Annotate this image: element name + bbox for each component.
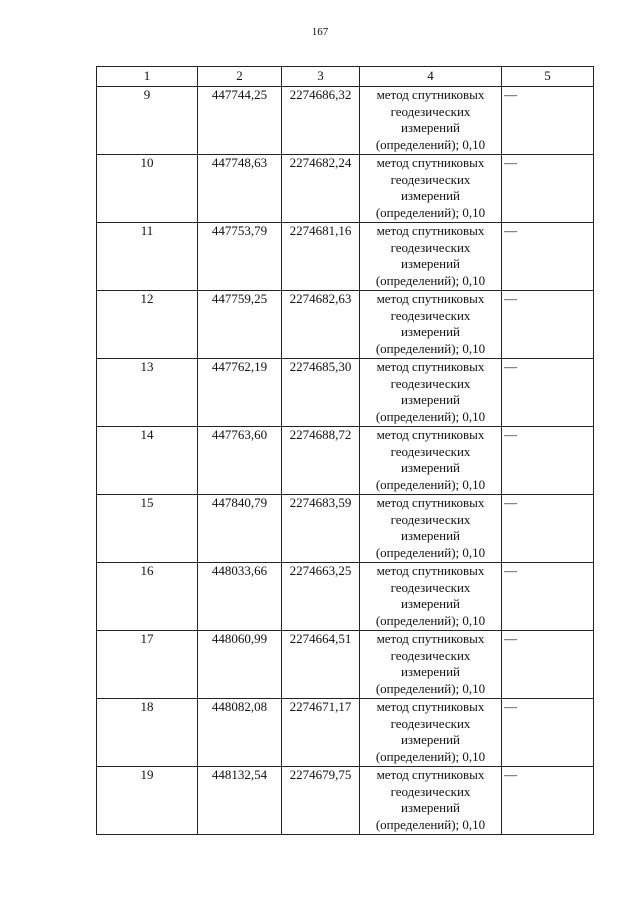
point-number-cell: 17: [97, 631, 198, 699]
y-coordinate-cell: 2274682,63: [282, 291, 360, 359]
y-coordinate-cell: 2274685,30: [282, 359, 360, 427]
method-line: метод спутниковых: [376, 427, 485, 442]
method-line: измерений: [400, 188, 461, 203]
point-number-cell: 18: [97, 699, 198, 767]
method-line: (определений); 0,10: [375, 816, 486, 832]
point-number-cell: 9: [97, 87, 198, 155]
x-coordinate-cell: 447759,25: [198, 291, 282, 359]
note-cell: —: [502, 359, 594, 427]
method-line: измерений: [400, 392, 461, 407]
header-col-3: 3: [282, 67, 360, 87]
method-line: метод спутниковых: [376, 563, 485, 578]
method-line: геодезических: [390, 307, 471, 323]
header-col-5: 5: [502, 67, 594, 87]
method-line: (определений); 0,10: [375, 272, 486, 288]
x-coordinate-cell: 447753,79: [198, 223, 282, 291]
method-line: метод спутниковых: [376, 155, 485, 170]
method-accuracy-cell: [360, 291, 502, 359]
y-coordinate-cell: 2274671,17: [282, 699, 360, 767]
point-number-cell: 15: [97, 495, 198, 563]
method-line: измерений: [400, 256, 461, 271]
method-line: метод спутниковых: [376, 87, 485, 102]
method-line: геодезических: [390, 443, 471, 459]
x-coordinate-cell: 448033,66: [198, 563, 282, 631]
method-line: (определений); 0,10: [375, 408, 486, 424]
table-row: [97, 155, 594, 223]
method-accuracy-cell: [360, 495, 502, 563]
header-col-4: 4: [360, 67, 502, 87]
table-row: [97, 631, 594, 699]
method-line: (определений); 0,10: [375, 204, 486, 220]
x-coordinate-cell: 448132,54: [198, 767, 282, 835]
note-cell: —: [502, 155, 594, 223]
note-cell: —: [502, 223, 594, 291]
page-number: 167: [311, 26, 329, 38]
table-header: [97, 67, 594, 87]
table-row: [97, 359, 594, 427]
y-coordinate-cell: 2274686,32: [282, 87, 360, 155]
method-accuracy-cell: [360, 699, 502, 767]
method-line: измерений: [400, 596, 461, 611]
method-accuracy-cell: [360, 767, 502, 835]
method-line: геодезических: [390, 511, 471, 527]
method-accuracy-cell: [360, 155, 502, 223]
point-number-cell: 11: [97, 223, 198, 291]
y-coordinate-cell: 2274664,51: [282, 631, 360, 699]
method-line: геодезических: [390, 239, 471, 255]
method-line: измерений: [400, 528, 461, 543]
point-number-cell: 14: [97, 427, 198, 495]
header-row: [97, 67, 594, 87]
method-line: (определений); 0,10: [375, 544, 486, 560]
x-coordinate-cell: 447744,25: [198, 87, 282, 155]
x-coordinate-cell: 448082,08: [198, 699, 282, 767]
note-cell: —: [502, 767, 594, 835]
note-cell: —: [502, 699, 594, 767]
method-line: метод спутниковых: [376, 223, 485, 238]
note-cell: —: [502, 291, 594, 359]
x-coordinate-cell: 447748,63: [198, 155, 282, 223]
method-line: метод спутниковых: [376, 767, 485, 782]
method-line: (определений); 0,10: [375, 748, 486, 764]
y-coordinate-cell: 2274682,24: [282, 155, 360, 223]
point-number-cell: 16: [97, 563, 198, 631]
y-coordinate-cell: 2274679,75: [282, 767, 360, 835]
y-coordinate-cell: 2274683,59: [282, 495, 360, 563]
method-accuracy-cell: [360, 87, 502, 155]
method-line: геодезических: [390, 715, 471, 731]
method-accuracy-cell: [360, 631, 502, 699]
method-line: метод спутниковых: [376, 699, 485, 714]
table-row: [97, 87, 594, 155]
header-col-2: 2: [198, 67, 282, 87]
method-line: измерений: [400, 732, 461, 747]
method-line: геодезических: [390, 579, 471, 595]
method-line: метод спутниковых: [376, 631, 485, 646]
method-line: (определений); 0,10: [375, 680, 486, 696]
method-accuracy-cell: [360, 427, 502, 495]
method-line: измерений: [400, 324, 461, 339]
note-cell: —: [502, 495, 594, 563]
method-line: измерений: [400, 120, 461, 135]
method-accuracy-cell: [360, 563, 502, 631]
method-accuracy-cell: [360, 359, 502, 427]
note-cell: —: [502, 427, 594, 495]
method-line: (определений); 0,10: [375, 476, 486, 492]
method-line: метод спутниковых: [376, 359, 485, 374]
method-line: геодезических: [390, 103, 471, 119]
table-row: [97, 699, 594, 767]
x-coordinate-cell: 447840,79: [198, 495, 282, 563]
point-number-cell: 19: [97, 767, 198, 835]
table-body: [97, 87, 594, 835]
note-cell: —: [502, 87, 594, 155]
method-line: метод спутниковых: [376, 495, 485, 510]
x-coordinate-cell: 447763,60: [198, 427, 282, 495]
table-row: [97, 427, 594, 495]
y-coordinate-cell: 2274681,16: [282, 223, 360, 291]
method-line: геодезических: [390, 171, 471, 187]
method-line: измерений: [400, 800, 461, 815]
y-coordinate-cell: 2274663,25: [282, 563, 360, 631]
point-number-cell: 10: [97, 155, 198, 223]
x-coordinate-cell: 448060,99: [198, 631, 282, 699]
method-line: измерений: [400, 460, 461, 475]
method-line: (определений); 0,10: [375, 340, 486, 356]
note-cell: —: [502, 563, 594, 631]
point-number-cell: 12: [97, 291, 198, 359]
x-coordinate-cell: 447762,19: [198, 359, 282, 427]
method-line: измерений: [400, 664, 461, 679]
method-line: геодезических: [390, 375, 471, 391]
point-number-cell: 13: [97, 359, 198, 427]
method-line: (определений); 0,10: [375, 612, 486, 628]
table-row: [97, 767, 594, 835]
table-row: [97, 223, 594, 291]
note-cell: —: [502, 631, 594, 699]
header-col-1: 1: [97, 67, 198, 87]
method-line: (определений); 0,10: [375, 136, 486, 152]
method-line: геодезических: [390, 647, 471, 663]
method-line: геодезических: [390, 783, 471, 799]
y-coordinate-cell: 2274688,72: [282, 427, 360, 495]
table-row: [97, 563, 594, 631]
table-row: [97, 291, 594, 359]
coordinates-table: [96, 66, 594, 835]
method-line: метод спутниковых: [376, 291, 485, 306]
method-accuracy-cell: [360, 223, 502, 291]
table-row: [97, 495, 594, 563]
